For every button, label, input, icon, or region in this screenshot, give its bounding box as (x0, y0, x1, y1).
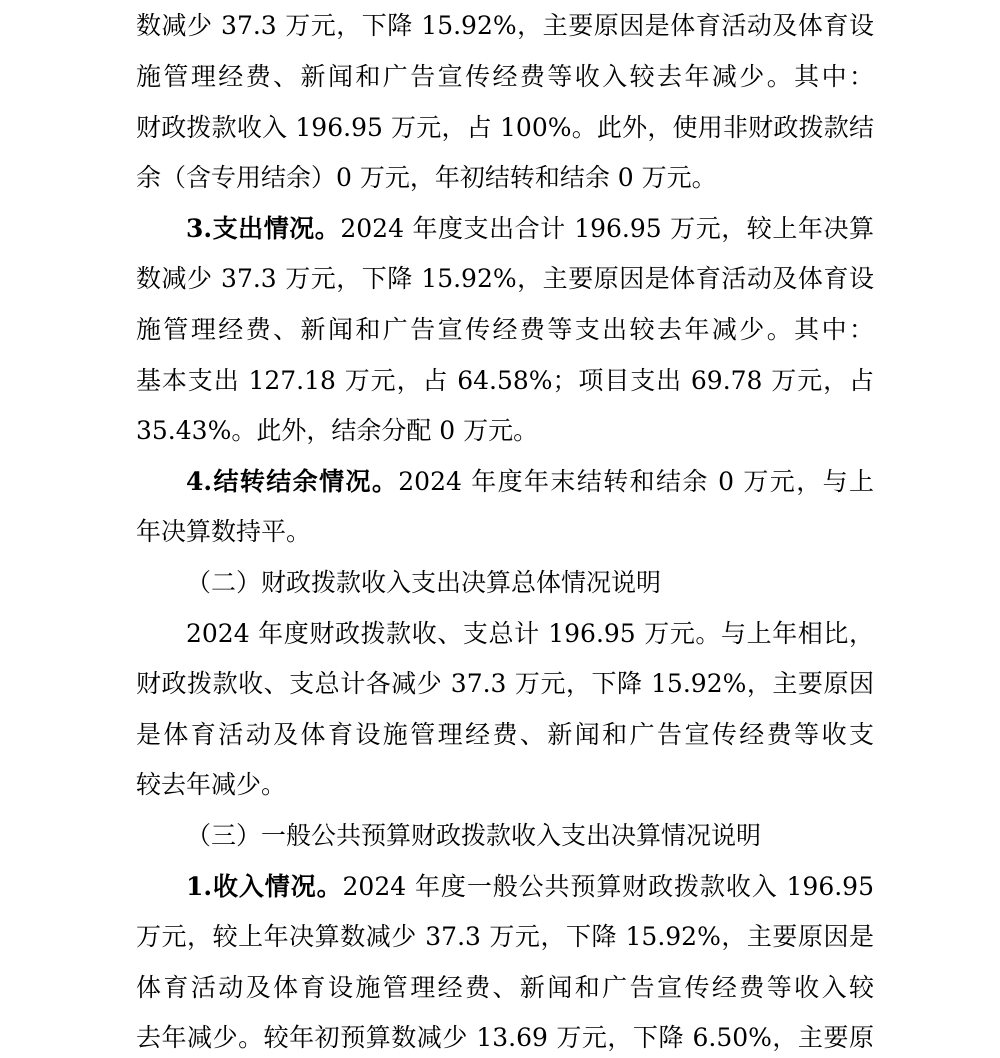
section-heading: 3.支出情况。 (186, 214, 341, 243)
line-text: 体育活动及体育设施管理经费、新闻和广告宣传经费等收入较 (136, 973, 874, 1002)
paragraph-line (136, 57, 874, 97)
line-text: 施管理经费、新闻和广告宣传经费等收入较去年减少。其中： (136, 62, 874, 91)
paragraph-line (136, 664, 874, 704)
subsection-title (186, 563, 874, 603)
line-text: 35.43%。此外，结余分配 0 万元。 (136, 416, 539, 445)
paragraph-line (186, 614, 874, 654)
line-text: 去年减少。较年初预算数减少 13.69 万元，下降 6.50%，主要原 (136, 1023, 874, 1052)
subsection-title (186, 816, 874, 856)
line-text: 较去年减少。 (136, 770, 287, 799)
line-text: 余（含专用结余）0 万元，年初结转和结余 0 万元。 (136, 163, 717, 192)
line-text: 2024 年度一般公共预算财政拨款收入 196.95 (342, 872, 874, 901)
paragraph-line (136, 158, 874, 198)
line-text: 财政拨款收入 196.95 万元，占 100%。此外，使用非财政拨款结 (136, 113, 874, 142)
paragraph-line (136, 917, 874, 957)
paragraph-line (136, 715, 874, 755)
section-heading-line (186, 867, 874, 907)
line-text: 数减少 37.3 万元，下降 15.92%，主要原因是体育活动及体育设 (136, 11, 874, 40)
line-text: 基本支出 127.18 万元，占 64.58%；项目支出 69.78 万元，占 (136, 366, 874, 395)
line-text: 财政拨款收、支总计各减少 37.3 万元，下降 15.92%，主要原因 (136, 669, 874, 698)
paragraph-line (136, 6, 874, 46)
line-text: 2024 年度年末结转和结余 0 万元，与上 (398, 467, 874, 496)
line-text: 万元，较上年决算数减少 37.3 万元，下降 15.92%，主要原因是 (136, 922, 874, 951)
paragraph-line (136, 259, 874, 299)
section-heading-line (186, 462, 874, 502)
section-heading-line (186, 209, 874, 249)
line-text: （三）一般公共预算财政拨款收入支出决算情况说明 (186, 821, 762, 850)
paragraph-line (136, 361, 874, 401)
line-text: 施管理经费、新闻和广告宣传经费等支出较去年减少。其中： (136, 315, 874, 344)
paragraph-line (136, 765, 874, 805)
paragraph-line (136, 1018, 874, 1058)
paragraph-line (136, 310, 874, 350)
line-text: 数减少 37.3 万元，下降 15.92%，主要原因是体育活动及体育设 (136, 264, 874, 293)
paragraph-line (136, 108, 874, 148)
paragraph-line (136, 968, 874, 1008)
line-text: 年决算数持平。 (136, 517, 312, 546)
line-text: （二）财政拨款收入支出决算总体情况说明 (186, 568, 662, 597)
line-text: 2024 年度财政拨款收、支总计 196.95 万元。与上年相比， (186, 619, 874, 648)
section-heading: 1.收入情况。 (186, 872, 343, 901)
line-text: 2024 年度支出合计 196.95 万元，较上年决算 (340, 214, 874, 243)
paragraph-line (136, 411, 874, 451)
section-heading: 4.结转结余情况。 (186, 467, 399, 496)
line-text: 是体育活动及体育设施管理经费、新闻和广告宣传经费等收支 (136, 720, 874, 749)
paragraph-line (136, 512, 874, 552)
